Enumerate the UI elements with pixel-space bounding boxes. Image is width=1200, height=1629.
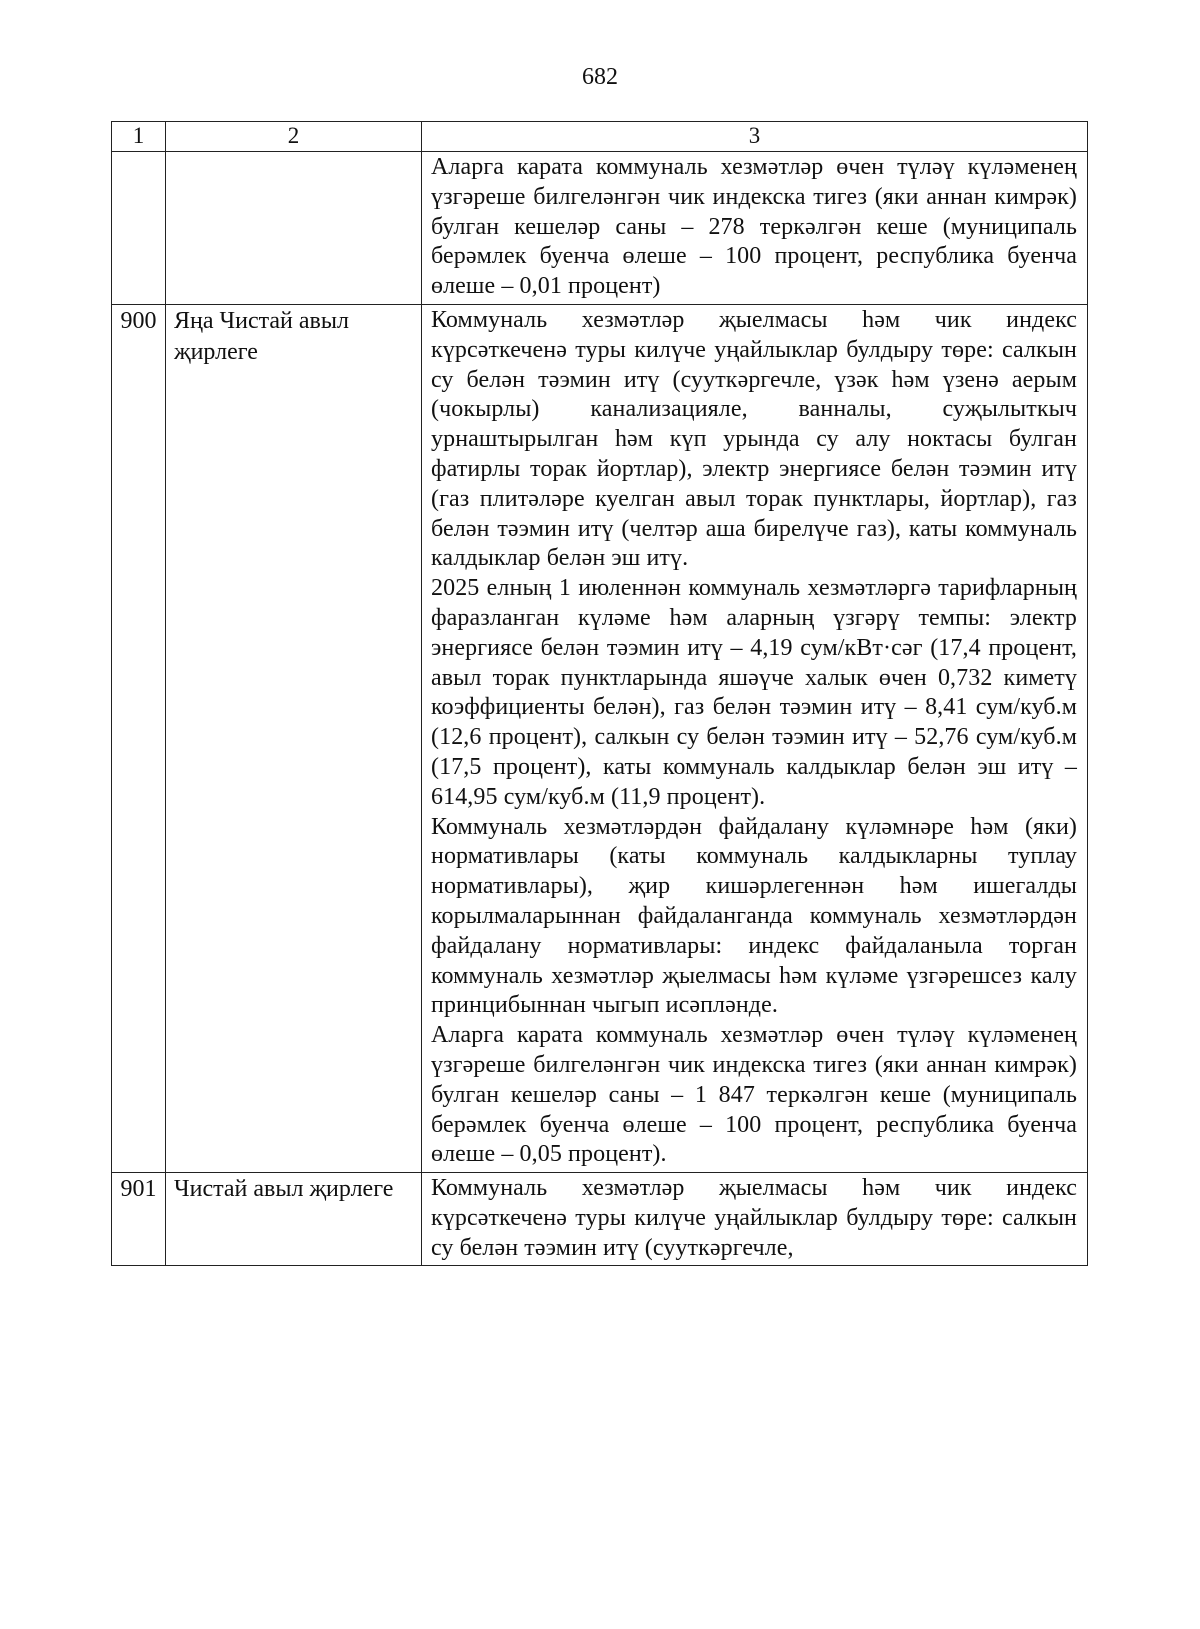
settlement-name: Чистай авыл җирлеге bbox=[166, 1173, 422, 1266]
row-description bbox=[422, 152, 1088, 305]
description-paragraph: Коммуналь хезмәтләр җыелмасы һәм чик индекс күрсәткеченә туры килүче уңайлыклар булдыру төре: салкын су белән тәэмин итү (сууткәргечле, bbox=[431, 1175, 1077, 1261]
row-number: 901 bbox=[112, 1173, 166, 1266]
column-header-2: 2 bbox=[166, 122, 422, 152]
column-header-1: 1 bbox=[112, 122, 166, 152]
description-paragraph: Коммуналь хезмәтләр җыелмасы һәм чик индекс күрсәткеченә туры килүче уңайлыклар булдыру төре: салкын су белән тәэмин итү (сууткәргечле, үзәк һәм үзенә аерым (чокырлы) канализацияле, ванналы, суҗылыткыч урнаштырылган һәм күп урында су алу ноктасы булган фатирлы торак йортлар), электр энергиясе белән тәэмин итү (газ плитәләре куелган авыл торак пунктлары, йортлар), газ белән тәэмин итү (челтәр аша бирелүче газ), каты коммуналь калдыклар белән эш итү. bbox=[431, 306, 1077, 572]
table-row bbox=[112, 1173, 1088, 1266]
description-paragraph: Аларга карата коммуналь хезмәтләр өчен түләү күләменең үзгәреше билгеләнгән чик индекска тигез (яки аннан кимрәк) булган кешеләр саны – 1 847 теркәлгән кеше (муниципаль берәмлек буенча өлеше – 100 процент, республика буенча өлеше – 0,05 процент). bbox=[431, 1022, 1077, 1168]
description-paragraph: 2025 елның 1 июленнән коммуналь хезмәтләргә тарифларның фаразланган күләме һәм аларның үзгәрү темпы: электр энергиясе белән тәэмин итү – 4,19 сум/кВт·сәг (17,4 процент, авыл торак пунктларында яшәүче халык өчен 0,732 киметү коэффициенты белән), газ белән тәэмин итү – 8,41 сум/куб.м (12,6 процент), салкын су белән тәэмин итү – 52,76 сум/куб.м (17,5 процент), каты коммуналь калдыклар белән эш итү – 614,95 сум/куб.м (11,9 процент). bbox=[431, 575, 1077, 810]
row-description bbox=[422, 304, 1088, 1172]
table-row bbox=[112, 304, 1088, 1172]
row-description bbox=[422, 1173, 1088, 1266]
settlement-name bbox=[166, 152, 422, 305]
row-number bbox=[112, 152, 166, 305]
description-paragraph: Аларга карата коммуналь хезмәтләр өчен түләү күләменең үзгәреше билгеләнгән чик индекска тигез (яки аннан кимрәк) булган кешеләр саны – 278 теркәлгән кеше (муниципаль берәмлек буенча өлеше – 100 процент, республика буенча өлеше – 0,01 процент) bbox=[431, 154, 1077, 300]
column-header-3: 3 bbox=[422, 122, 1088, 152]
row-number: 900 bbox=[112, 304, 166, 1172]
municipality-table bbox=[111, 121, 1088, 1266]
page-number: 682 bbox=[582, 64, 618, 90]
settlement-name: Яңа Чистай авыл җирлеге bbox=[166, 304, 422, 1172]
table-row bbox=[112, 152, 1088, 305]
description-paragraph: Коммуналь хезмәтләрдән файдалану күләмнәре һәм (яки) нормативлары (каты коммуналь калдыкларны туплау нормативлары), җир кишәрлегеннән һәм ишегалды корылмаларыннан файдаланганда коммуналь хезмәтләрдән файдалану нормативлары: индекс файдаланыла торган коммуналь хезмәтләр җыелмасы һәм күләме үзгәрешсез калу принцибыннан чыгып исәпләнде. bbox=[431, 813, 1077, 1019]
table-header-row bbox=[112, 122, 1088, 152]
